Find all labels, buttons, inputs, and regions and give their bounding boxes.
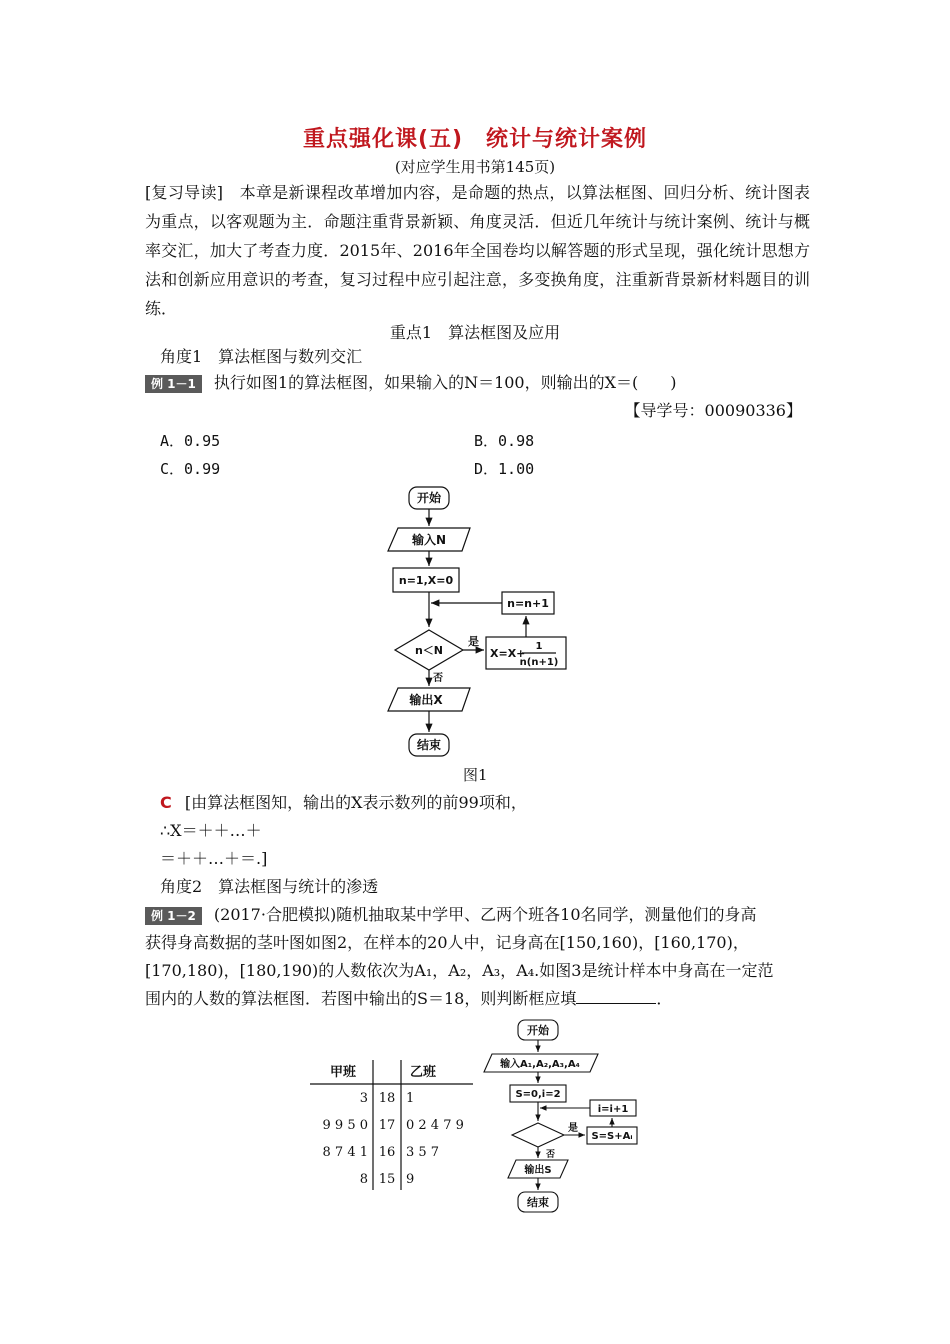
option-c: C．0.99: [160, 460, 221, 478]
stemleaf-left-leaves: 9 9 5 0: [322, 1118, 368, 1133]
solution-text-1: [由算法框图知，输出的X表示数列的前99项和，: [184, 793, 527, 812]
stemleaf-right-leaves: 9: [406, 1172, 415, 1187]
example-2-text-1: (2017·合肥模拟)随机抽取某中学甲、乙两个班各10名同学，测量他们的身高: [213, 905, 757, 924]
flowchart-figure-1: [380, 484, 580, 760]
stemleaf-left-leaves: 8: [359, 1172, 368, 1187]
fc1-output-label: 输出X: [409, 693, 443, 707]
flowchart-figure-3: [480, 1016, 650, 1216]
figure-1-caption: 图1: [463, 766, 488, 784]
fc1-end-label: 结束: [416, 738, 442, 752]
example-1-2-line-1: [145, 904, 757, 926]
stemleaf-left-leaves: 8 7 4 1: [322, 1145, 368, 1160]
fc1-fraction-denominator: n(n+1): [519, 657, 559, 668]
example-tag: 例 1－2: [145, 907, 202, 925]
stemleaf-stem: 16: [378, 1145, 396, 1160]
fc1-start-label: 开始: [416, 491, 442, 505]
example-stem: 执行如图1的算法框图，如果输入的N＝100，则输出的X＝( ): [213, 373, 677, 392]
stemleaf-header-right: 乙班: [409, 1065, 437, 1080]
solution-line-1: [160, 792, 527, 814]
example-tag: 例 1－1: [145, 375, 202, 393]
stemleaf-stem: 17: [378, 1118, 396, 1133]
stemleaf-header-left: 甲班: [329, 1065, 357, 1080]
stemleaf-right-leaves: 1: [406, 1091, 415, 1106]
fc1-yes-label: 是: [468, 635, 479, 648]
section-heading-1: 重点1 算法框图及应用: [389, 323, 561, 342]
example-1-2-line-3: [170,180)，[180,190)的人数依次为A₁，A₂，A₃，A₄.如图3是统计样本中身高在一定范: [145, 961, 774, 980]
answer-letter: C: [160, 793, 172, 812]
answer-blank: [576, 989, 656, 1004]
example-1-2-line-2: 获得身高数据的茎叶图如图2，在样本的20人中，记身高在[150,160)，[160,170)，: [145, 933, 749, 952]
fc3-no-label: 否: [546, 1150, 556, 1160]
fc3-condition-node: [512, 1123, 564, 1147]
stemleaf-right-leaves: 3 5 7: [406, 1145, 440, 1160]
page-subtitle: (对应学生用书第145页): [394, 158, 556, 176]
guide-number: 【导学号：00090336】: [624, 401, 802, 420]
stemleaf-left-leaves: 3: [359, 1091, 368, 1106]
fc3-end-label: 结束: [527, 1196, 549, 1209]
angle-heading-2: 角度2 算法框图与统计的渗透: [160, 877, 379, 896]
example-1-2-line-4: [145, 988, 672, 1010]
stem-leaf-plot: [305, 1054, 480, 1194]
fc1-assign-label: X=X+: [490, 647, 526, 660]
fc3-output-label: 输出S: [524, 1165, 552, 1176]
fc3-start-label: 开始: [527, 1024, 549, 1037]
fc3-assign-label: S=S+Aᵢ: [591, 1131, 633, 1142]
fc1-no-label: 否: [433, 673, 443, 684]
option-b: B．0.98: [474, 432, 535, 450]
example-2-end-mark: ．: [656, 989, 673, 1008]
fc3-yes-label: 是: [568, 1123, 578, 1134]
example-2-text-4: 围内的人数的算法框图．若图中输出的S＝18，则判断框应填: [145, 989, 577, 1008]
fc3-update-label: i=i+1: [597, 1104, 629, 1115]
fc1-input-label: 输入N: [411, 533, 447, 547]
angle-heading-1: 角度1 算法框图与数列交汇: [160, 347, 363, 366]
solution-line-2: ∴X＝＋＋…＋: [160, 821, 262, 840]
example-1-1: [145, 372, 677, 394]
option-a: A．0.95: [160, 432, 221, 450]
fc1-fraction-numerator: 1: [535, 641, 543, 652]
fc3-input-label: 输入A₁,A₂,A₃,A₄: [500, 1059, 580, 1070]
fc1-init-label: n=1,X=0: [398, 574, 454, 587]
fc1-condition-label: n＜N: [414, 644, 444, 657]
solution-line-3: ＝＋＋…＋＝.]: [160, 849, 268, 868]
page-title: 重点强化课(五) 统计与统计案例: [302, 127, 648, 152]
stemleaf-right-leaves: 0 2 4 7 9: [406, 1118, 464, 1133]
review-intro: [复习导读] 本章是新课程改革增加内容，是命题的热点，以算法框图、回归分析、统计图表为重点，以客观题为主．命题注重背景新颖、角度灵活．但近几年统计与统计案例、统计与概率交汇，加大了考查力度．2015年、2016年全国卷均以解答题的形式呈现，强化统计思想方法和创新应用意识的考查，复习过程中应引起注意，多变换角度，注重新背景新材料题目的训练．: [145, 183, 810, 318]
stemleaf-stem: 15: [378, 1172, 396, 1187]
fc1-update-label: n=n+1: [507, 597, 549, 610]
stemleaf-stem: 18: [378, 1091, 396, 1106]
option-d: D．1.00: [474, 460, 535, 478]
fc3-init-label: S=0,i=2: [515, 1089, 561, 1100]
